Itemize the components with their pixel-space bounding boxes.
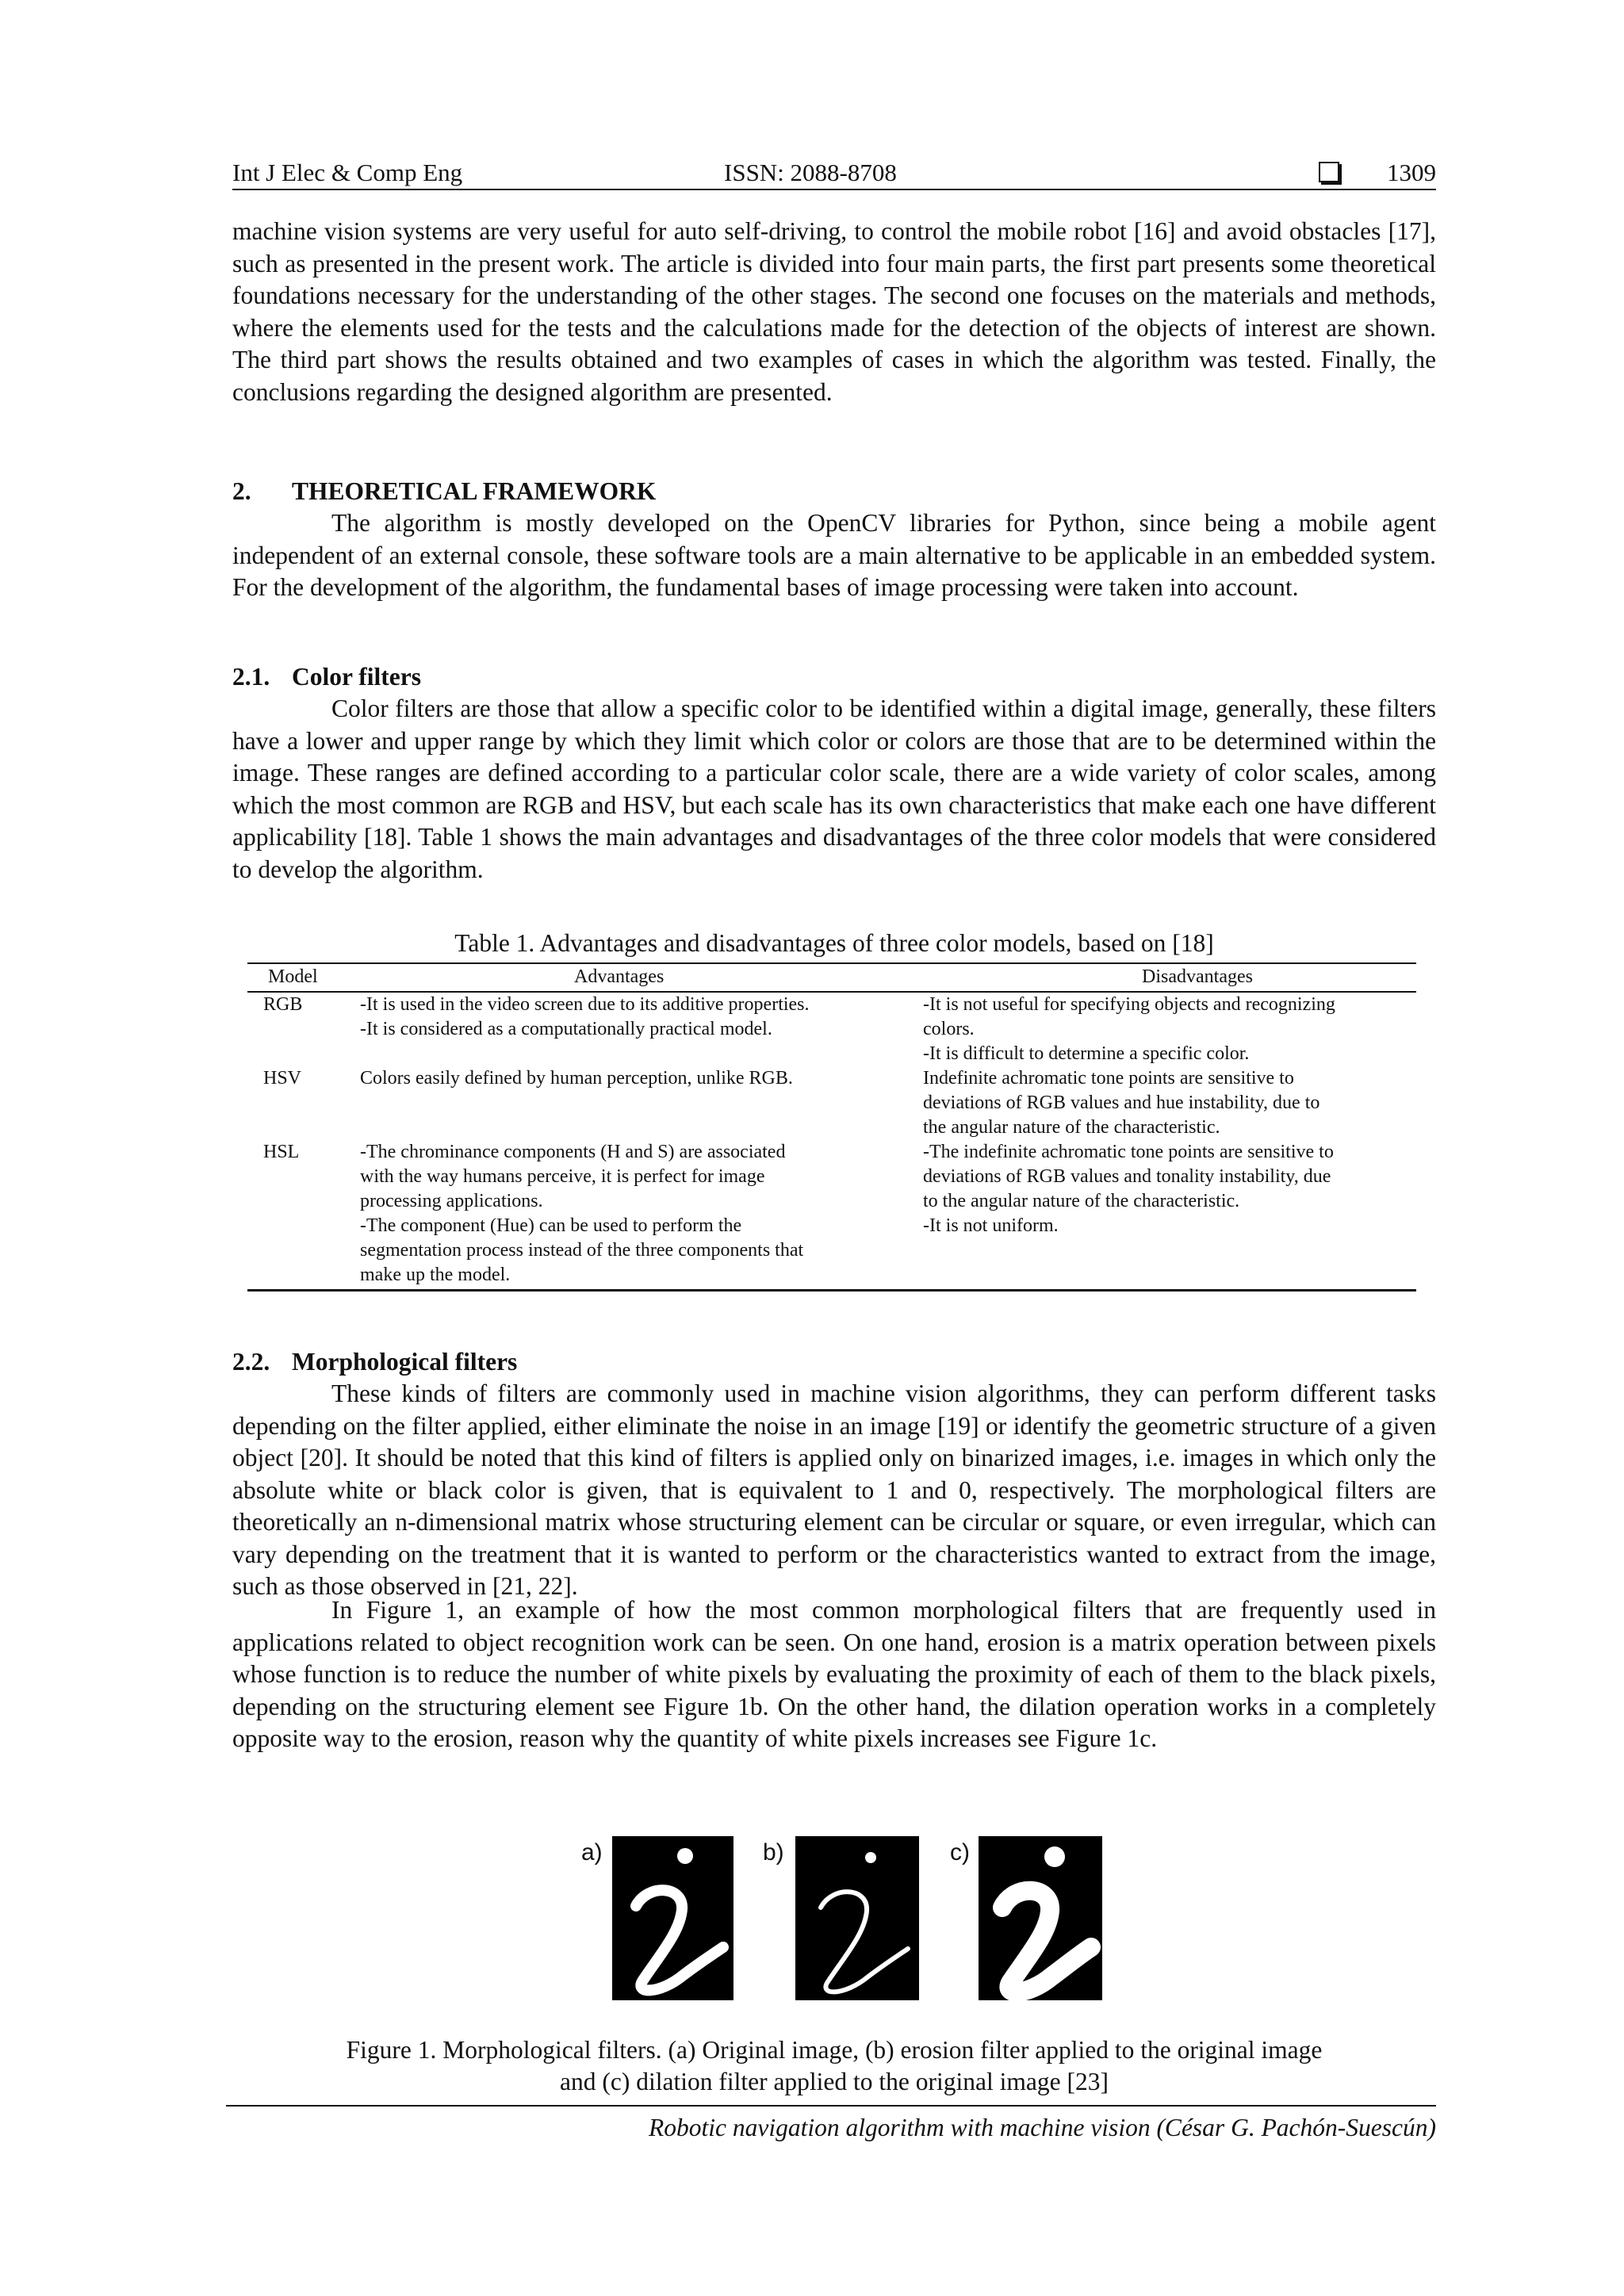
cell-line: -The component (Hue) can be used to perform the [360,1215,742,1236]
cell-line: colors. [923,1019,975,1039]
table-cell-disadvantages [923,1066,1415,1140]
panel-label-c: c) [950,1839,970,1866]
table-cell-model: RGB [263,994,303,1015]
table-row [247,1140,1416,1289]
cell-line: the angular nature of the characteristic. [923,1117,1220,1138]
figure-caption-line-1: Figure 1. Morphological filters. (a) Original image, (b) erosion filter applied to the original image [346,2036,1323,2064]
section-title: Morphological filters [292,1348,518,1376]
table-cell-advantages [360,1066,891,1091]
cell-line: -The indefinite achromatic tone points are sensitive to [923,1142,1334,1162]
cell-line: -It is difficult to determine a specific color. [923,1043,1250,1064]
cell-line: -The chrominance components (H and S) are associated [360,1142,786,1162]
intro-paragraph: machine vision systems are very useful for auto self-driving, to control the mobile robot [16] and avoid obstacles [17], such as presented in the present work. The article is divided into four main parts, the first part presents some theoretical foundations necessary for the understanding of the other stages. The second one focuses on the materials and methods, where the elements used for the tests and the calculations made for the detection of the objects of interest are shown. The third part shows the results obtained and two examples of cases in which the algorithm was tested. Finally, the conclusions regarding the designed algorithm are presented. [232,217,1436,406]
section-title: Color filters [292,663,421,691]
journal-name: Int J Elec & Comp Eng [232,159,463,186]
cell-line: Colors easily defined by human perception, unlike RGB. [360,1068,793,1089]
running-footer: Robotic navigation algorithm with machine vision (César G. Pachón-Suescún) [649,2114,1436,2141]
cell-line: to the angular nature of the characteristic. [923,1191,1240,1211]
figure-caption-line-2: and (c) dilation filter applied to the original image [23] [560,2068,1109,2095]
footer-rule [226,2105,1436,2107]
section-number: 2.1. [232,663,270,691]
box-icon [1319,162,1339,182]
cell-line: deviations of RGB values and hue instability, due to [923,1093,1320,1113]
cell-line: Indefinite achromatic tone points are sensitive to [923,1068,1294,1089]
table-header-disadvantages: Disadvantages [1142,966,1253,987]
cell-line: make up the model. [360,1265,511,1285]
table-cell-disadvantages [923,993,1415,1066]
section-heading-2-1 [232,661,421,693]
table-header-model: Model [268,966,318,987]
section-2-1-paragraph: Color filters are those that allow a specific color to be identified within a digital image, generally, these filters have a lower and upper range by which they limit which color or colors are those that are to be determined within the image. These ranges are defined according to a particular color scale, there are a wide variety of color scales, among which the most common are RGB and HSV, but each scale has its own characteristics that make each one have different applicability [18]. Table 1 shows the main advantages and disadvantages of the three color models that were considered to develop the algorithm. [232,695,1436,883]
figure-panel-erosion [795,1836,919,2000]
section-title: THEORETICAL FRAMEWORK [292,477,657,505]
panel-label-a: a) [581,1839,603,1866]
table-header-advantages: Advantages [574,966,665,987]
table-cell-disadvantages [923,1140,1415,1238]
cell-line: -It is not useful for specifying objects and recognizing [923,994,1335,1015]
cell-line: with the way humans perceive, it is perfect for image [360,1166,765,1187]
cell-line: -It is considered as a computationally practical model. [360,1019,772,1039]
section-heading-2 [232,476,656,507]
figure-panel-original [612,1836,733,2000]
page-number: 1309 [1387,159,1436,186]
section-number: 2. [232,477,251,505]
table-header-row [247,964,1416,993]
figure-caption [232,2034,1436,2098]
section-2-paragraph: The algorithm is mostly developed on the OpenCV libraries for Python, since being a mobile agent independent of an external console, these software tools are a main alternative to be applicable in an embedded system. For the development of the algorithm, the fundamental bases of image processing were taken into account. [232,509,1436,601]
table-caption: Table 1. Advantages and disadvantages of three color models, based on [18] [454,929,1214,957]
section-heading-2-2 [232,1346,517,1378]
section-2-2-paragraph-1: These kinds of filters are commonly used in machine vision algorithms, they can perform different tasks depending on the filter applied, either eliminate the noise in an image [19] or identify the geometric structure of a given object [20]. It should be noted that this kind of filters is applied only on binarized images, i.e. images in which only the absolute white or black color is given, that is equivalent to 1 and 0, respectively. The morphological filters are theoretically an n-dimensional matrix whose structuring element can be circular or square, or even irregular, which can vary depending on the treatment that it is wanted to perform or the characteristics wanted to extract from the image, such as those observed in [21, 22]. [232,1380,1436,1600]
letter-j-image [612,1836,733,2000]
issn: ISSN: 2088-8708 [724,159,897,186]
cell-line: -It is used in the video screen due to its additive properties. [360,994,810,1015]
table-cell-advantages [360,1140,891,1288]
table-cell-advantages [360,993,891,1042]
section-number: 2.2. [232,1348,270,1376]
section-2-2-paragraph-2: In Figure 1, an example of how the most common morphological filters that are frequently used in applications related to object recognition work can be seen. On one hand, erosion is a matrix operation between pixels whose function is to reduce the number of white pixels by evaluating the proximity of each of them to the black pixels, depending on the structuring element see Figure 1b. On the other hand, the dilation operation works in a completely opposite way to the erosion, reason why the quantity of white pixels increases see Figure 1c. [232,1596,1436,1752]
table-cell-model: HSV [263,1068,302,1089]
panel-label-b: b) [763,1839,784,1866]
figure-panel-dilation [979,1836,1102,2000]
cell-line: processing applications. [360,1191,543,1211]
table-cell-model: HSL [263,1142,300,1162]
table-row [247,993,1416,1066]
header-rule [232,189,1436,190]
cell-line: segmentation process instead of the three components that [360,1240,804,1261]
table-row [247,1066,1416,1140]
letter-j-image [795,1836,919,2000]
running-header [232,155,1436,190]
letter-j-image [979,1836,1102,2000]
cell-line: -It is not uniform. [923,1215,1059,1236]
cell-line: deviations of RGB values and tonality instability, due [923,1166,1331,1187]
table-1 [247,962,1416,1292]
